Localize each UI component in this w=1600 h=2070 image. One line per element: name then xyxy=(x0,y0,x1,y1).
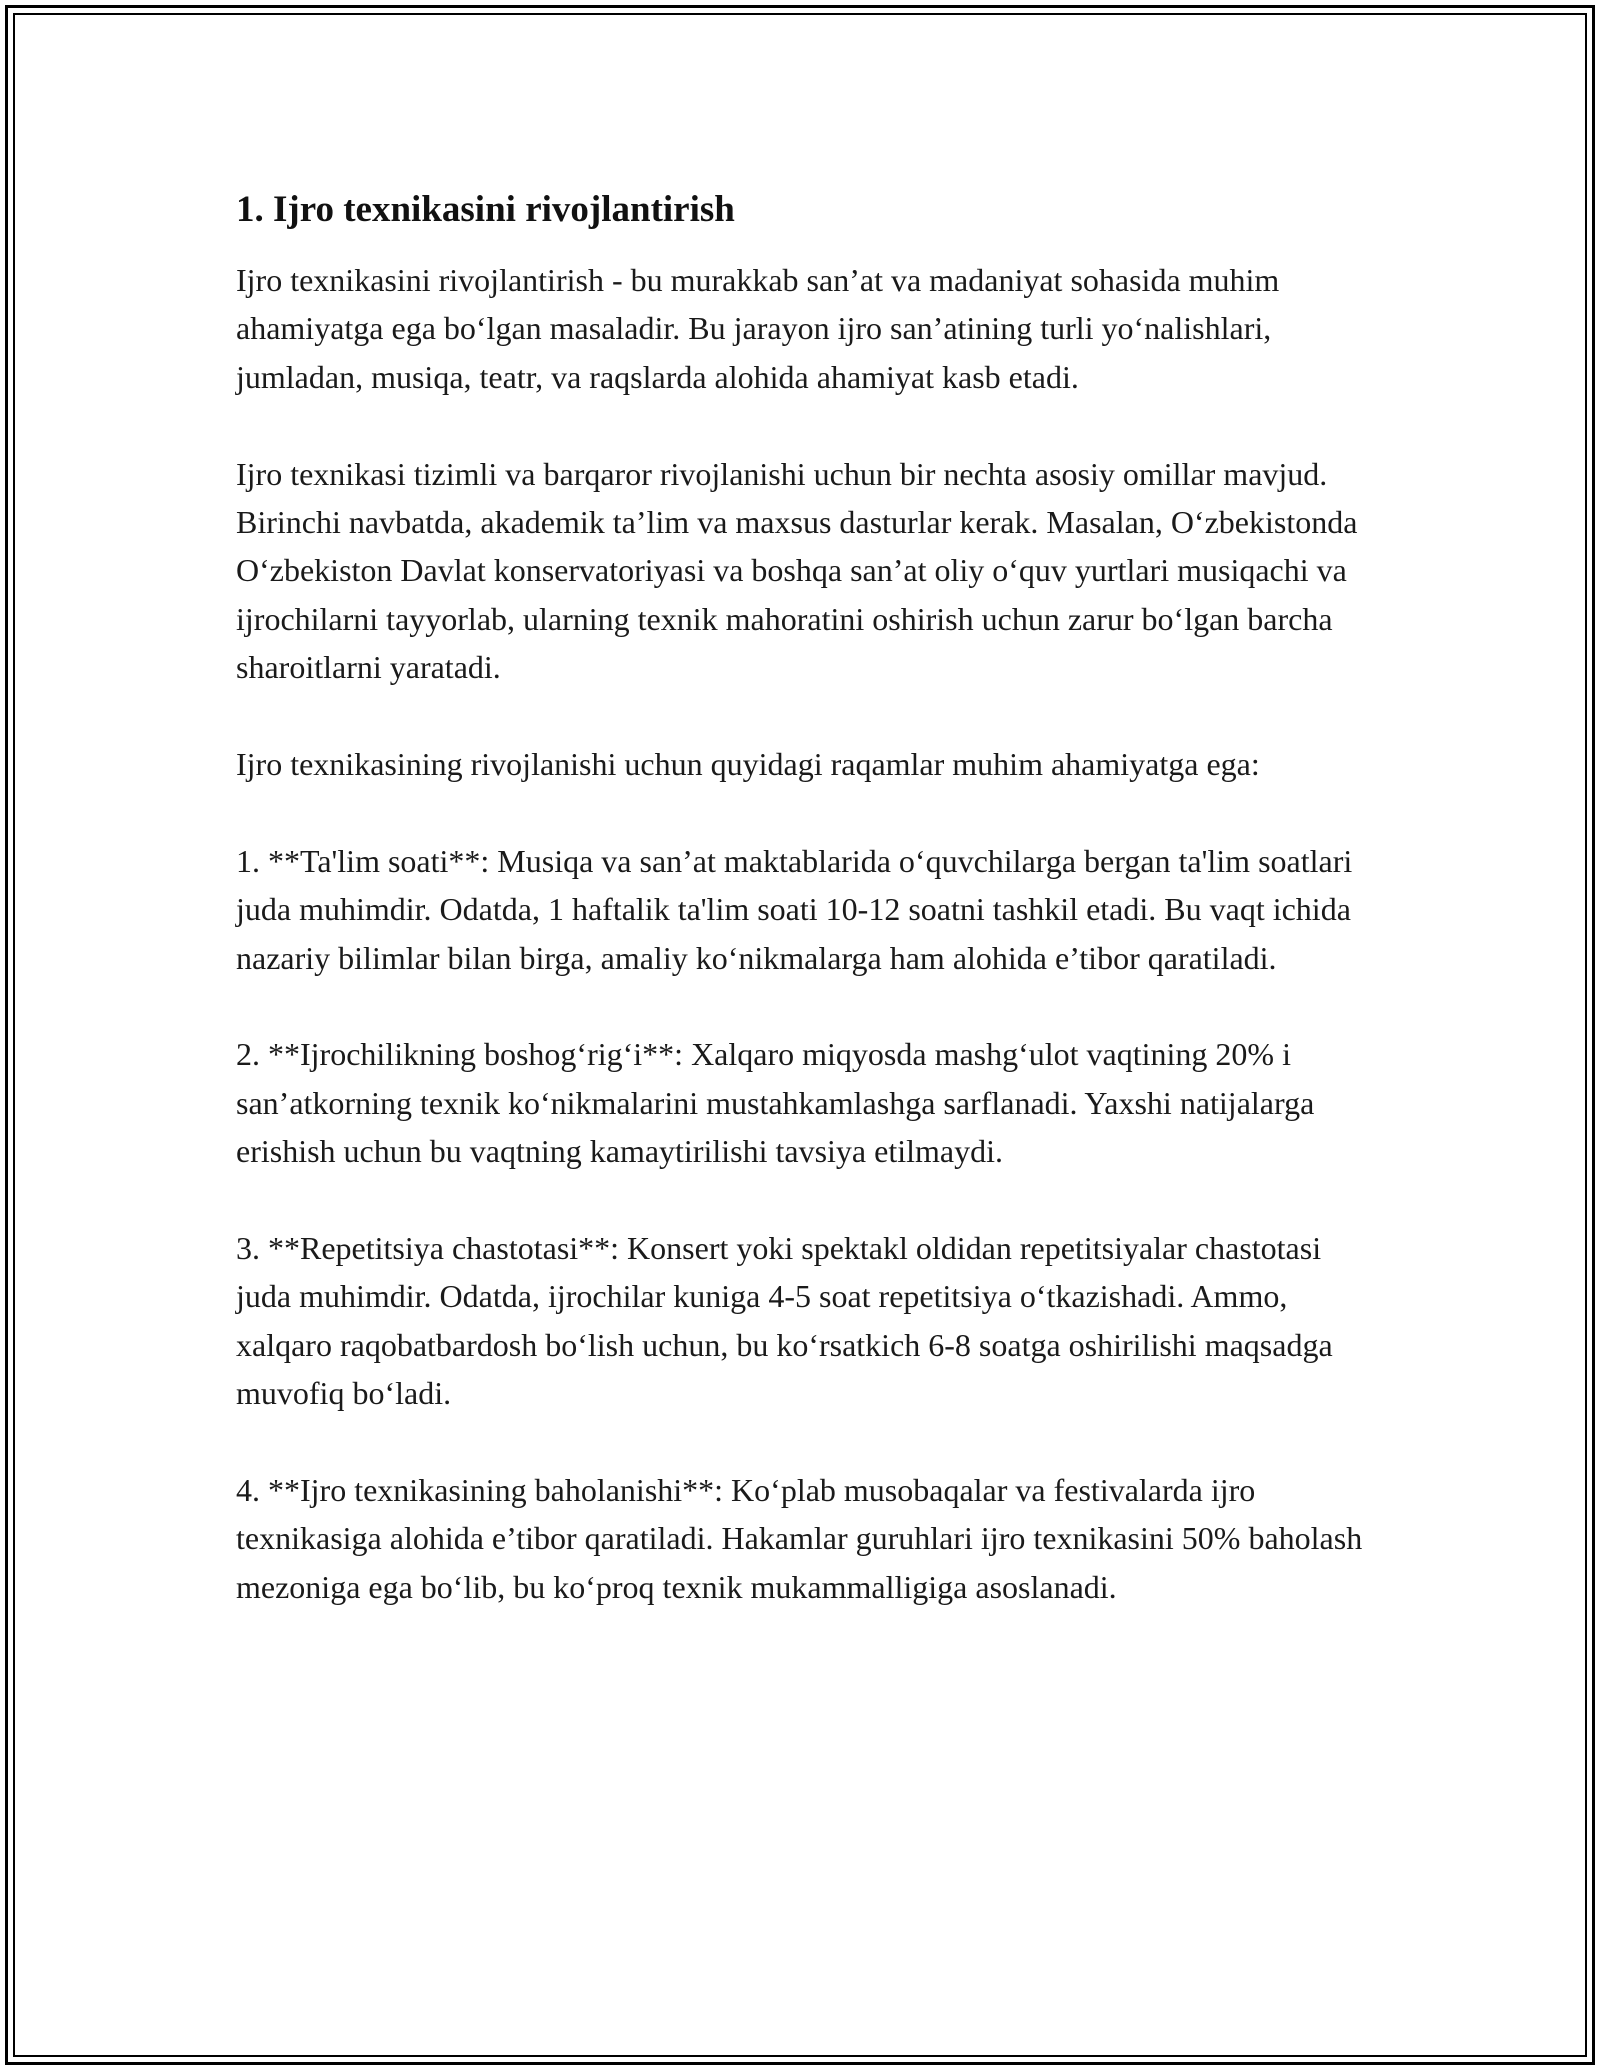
paragraph-figures-intro: Ijro texnikasining rivojlanishi uchun quyidagi raqamlar muhim ahamiyatga ega: xyxy=(236,746,1260,783)
list-item-3: 3. **Repetitsiya chastotasi**: Konsert yoki spektakl oldidan repetitsiyalar chastotasi juda muhimdir. Odatda, ijrochilar kuniga 4-5 soat repetitsiya o‘tkazishadi. Ammo, xalqaro raqobatbardosh bo‘lish uchun, bu ko‘rsatkich 6-8 soatga oshirilishi maqsadga muvofiq bo‘ladi. xyxy=(236,1230,1333,1412)
section-heading: 1. Ijro texnikasini rivojlantirish xyxy=(236,189,735,230)
list-item-1: 1. **Ta'lim soati**: Musiqa va san’at maktablarida o‘quvchilarga bergan ta'lim soatlari juda muhimdir. Odatda, 1 haftalik ta'lim soati 10-12 soatni tashkil etadi. Bu vaqt ichida nazariy bilimlar bilan birga, amaliy ko‘nikmalarga ham alohida e’tibor qaratiladi. xyxy=(236,842,1353,976)
paragraph-intro: Ijro texnikasini rivojlantirish - bu murakkab san’at va madaniyat sohasida muhim ahamiyatga ega bo‘lgan masaladir. Bu jarayon ijro san’atining turli yo‘nalishlari, jumladan, musiqa, teatr, va raqslarda alohida ahamiyat kasb etadi. xyxy=(236,262,1280,395)
document-body xyxy=(236,186,1376,1611)
list-item-4: 4. **Ijro texnikasining baholanishi**: Ko‘plab musobaqalar va festivalarda ijro texnikasiga alohida e’tibor qaratiladi. Hakamlar guruhlari ijro texnikasini 50% baholash mezoniga ega bo‘lib, bu ko‘proq texnik mukammalligiga asoslanadi. xyxy=(236,1472,1363,1605)
list-item-2: 2. **Ijrochilikning boshog‘rig‘i**: Xalqaro miqyosda mashg‘ulot vaqtining 20% i san’atkorning texnik ko‘nikmalarini mustahkamlashga sarflanadi. Yaxshi natijalarga erishish uchun bu vaqtning kamaytirilishi tavsiya etilmaydi. xyxy=(236,1036,1315,1170)
paragraph-factors: Ijro texnikasi tizimli va barqaror rivojlanishi uchun bir nechta asosiy omillar mavjud. Birinchi navbatda, akademik ta’lim va maxsus dasturlar kerak. Masalan, O‘zbekistonda O‘zbekiston Davlat konservatoriyasi va boshqa san’at oliy o‘quv yurtlari musiqachi va ijrochilarni tayyorlab, ularning texnik mahoratini oshirish uchun zarur bo‘lgan barcha sharoitlarni yaratadi. xyxy=(236,455,1358,686)
